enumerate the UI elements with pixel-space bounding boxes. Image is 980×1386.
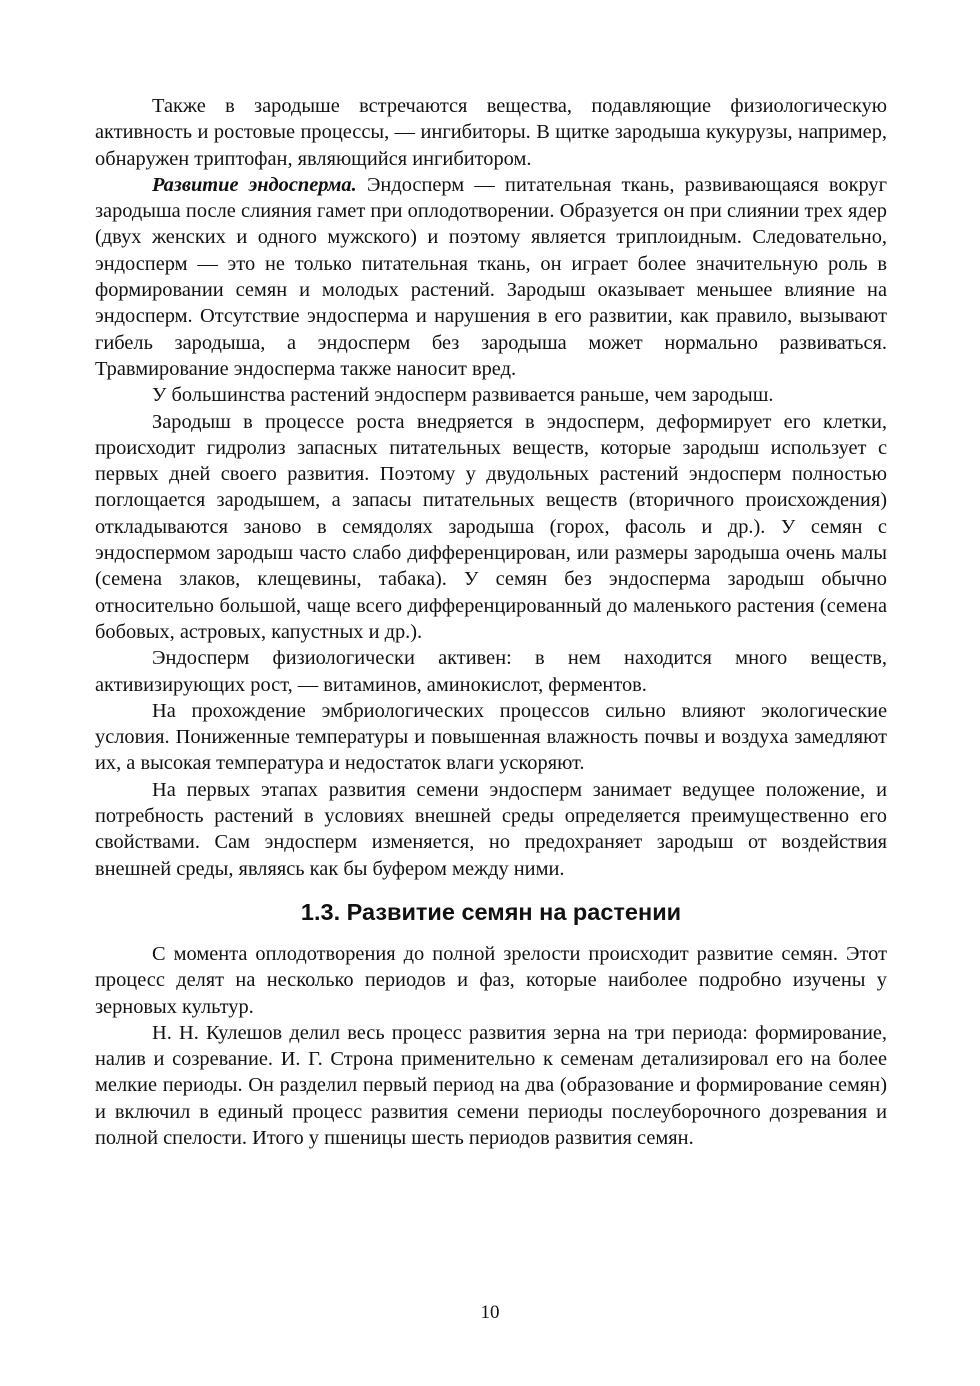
page-number: 10 [480,1302,500,1323]
paragraph-endosperm-active: Эндосперм физиологически активен: в нем находится много веществ, активизирующих рост, — витаминов, аминокислот, ферментов. [95,647,887,696]
run-in-heading: Развитие эндосперма. [152,173,357,196]
paragraph-embryo-growth: Зародыш в процессе роста внедряется в эндосперм, деформирует его клетки, происходит гидролиз запасных питательных веществ, которые зародыш использует с первых дней своего развития. Поэтому у двудольных растений эндосперм полностью поглощается зародышем, а запасы питательных веществ (вторичного происхождения) откладываются заново в семядолях зародыша (горох, фасоль и др.). У семян с эндоспермом зародыш часто слабо дифференцирован, или размеры зародыша очень малы (семена злаков, клещевины, табака). У семян без эндосперма зародыш обычно относительно большой, чаще всего дифференцированный до маленького растения (семена бобовых, астровых, капустных и др.). [95,410,887,643]
paragraph-text: Эндосперм — питательная ткань, развивающаяся вокруг зародыша после слияния гамет при оплодотворении. Образуется он при слиянии трех ядер (двух женских и одного мужского) и поэтому является триплоидным. Следовательно, эндосперм — это не только питательная ткань, он играет более значительную роль в формировании семян и молодых растений. Зародыш оказывает меньшее влияние на эндосперм. Отсутствие эндосперма и нарушения в его развитии, как правило, вызывают гибель зародыша, а эндосперм без зародыша может нормально развиваться. Травмирование эндосперма также наносит вред. [95,173,887,380]
section-heading: 1.3. Развитие семян на растении [300,898,682,925]
paragraph-endosperm-development [95,172,887,382]
paragraph-endosperm-earlier: У большинства растений эндосперм развивается раньше, чем зародыш. [152,384,774,407]
paragraph-inhibitors: Также в зародыше встречаются вещества, подавляющие физиологическую активность и ростовые процессы, — ингибиторы. В щитке зародыша кукурузы, например, обнаружен триптофан, являющийся ингибитором. [95,95,887,170]
paragraph-ecological-conditions: На прохождение эмбриологических процессов сильно влияют экологические условия. Пониженные температуры и повышенная влажность почвы и воздуха замедляют их, а высокая температура и недостаток влаги ускоряют. [95,699,887,775]
paragraph-first-stages: На первых этапах развития семени эндосперм занимает ведущее положение, и потребность растений в условиях внешней среды определяется преимущественно его свойствами. Сам эндосперм изменяется, но предохраняет зародыш от воздействия внешней среды, являясь как бы буфером между ними. [95,778,887,880]
paragraph-fertilization: С момента оплодотворения до полной зрелости происходит развитие семян. Этот процесс делят на несколько периодов и фаз, которые наиболее подробно изучены у зерновых культур. [95,942,887,1018]
paragraph-kuleshov: Н. Н. Кулешов делил весь процесс развития зерна на три периода: формирование, налив и созревание. И. Г. Строна применительно к семенам детализировал его на более мелкие периоды. Он разделил первый период на два (образование и формирование семян) и включил в единый процесс развития семени периоды послеуборочного дозревания и полной спелости. Итого у пшеницы шесть периодов развития семян. [95,1021,887,1149]
page-body [95,93,887,1151]
